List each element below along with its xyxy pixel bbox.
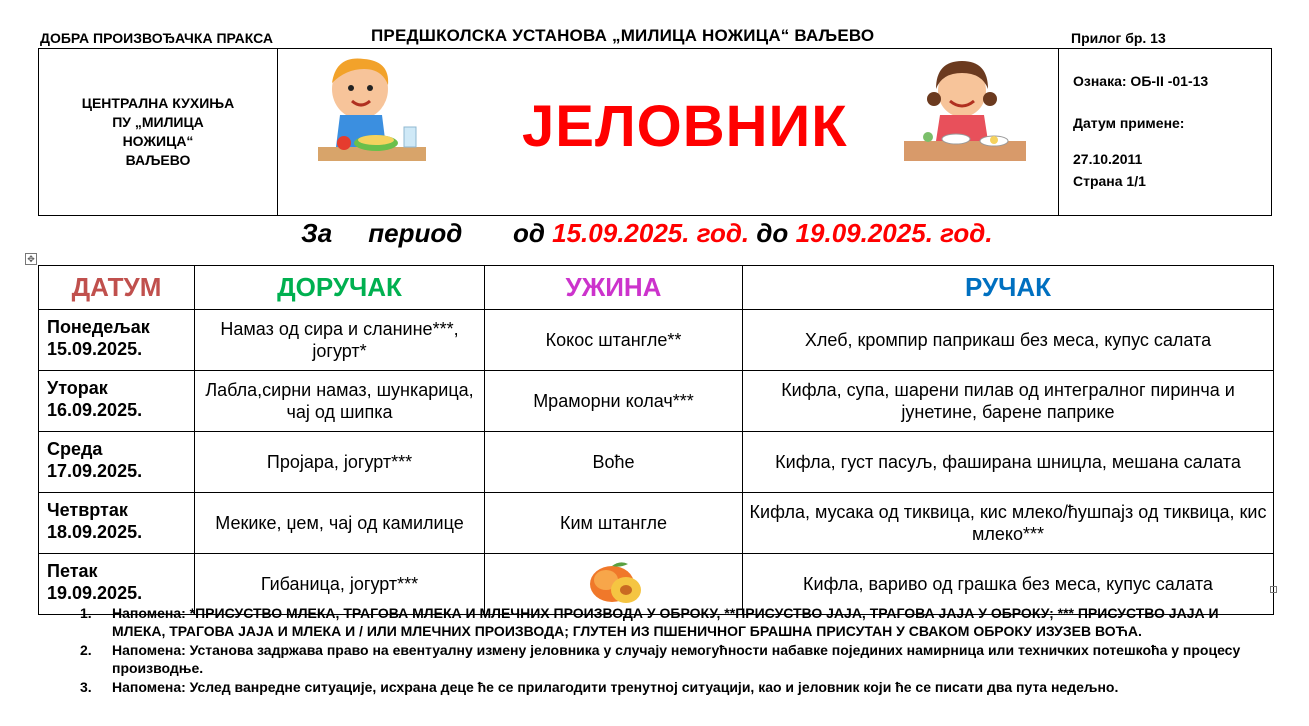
day-name: Петак bbox=[47, 561, 98, 581]
page-number: Страна 1/1 bbox=[1073, 173, 1146, 189]
lunch-cell: Кифла, густ пасуљ, фаширана шницла, мешана салата bbox=[743, 432, 1274, 493]
snack-cell: Воће bbox=[485, 432, 743, 493]
day-name: Уторак bbox=[47, 378, 108, 398]
snack-cell: Мраморни колач*** bbox=[485, 371, 743, 432]
day-date: 18.09.2025. bbox=[47, 522, 143, 542]
note-item bbox=[80, 641, 1260, 677]
note-number: 1. bbox=[80, 605, 92, 621]
lunch-cell: Кифла, мусака од тиквица, кис млеко/ћушпајз од тиквица, кис млеко*** bbox=[743, 493, 1274, 554]
doc-code: Ознака: ОБ-II -01-13 bbox=[1073, 73, 1209, 89]
day-name: Понедељак bbox=[47, 317, 150, 337]
breakfast-cell: Гибаница, јогурт*** bbox=[195, 554, 485, 615]
note-number: 2. bbox=[80, 642, 92, 658]
gmp-label: ДОБРА ПРОИЗВОЂАЧКА ПРАКСА bbox=[40, 30, 273, 46]
table-row bbox=[39, 493, 1274, 554]
day-date: 19.09.2025. bbox=[47, 583, 143, 603]
table-row bbox=[39, 371, 1274, 432]
note-number: 3. bbox=[80, 679, 92, 695]
table-move-handle[interactable]: ✥ bbox=[25, 253, 37, 265]
table-header-row bbox=[39, 266, 1274, 310]
day-cell bbox=[39, 310, 195, 371]
header-snack: УЖИНА bbox=[485, 266, 743, 310]
day-date: 16.09.2025. bbox=[47, 400, 143, 420]
period-to-date: 19.09.2025. год. bbox=[795, 218, 993, 248]
annex-label: Прилог бр. 13 bbox=[1071, 30, 1166, 46]
period-word: период bbox=[368, 218, 463, 248]
title-block bbox=[277, 49, 1058, 215]
day-name: Среда bbox=[47, 439, 103, 459]
snack-cell: Ким штангле bbox=[485, 493, 743, 554]
period-to: до bbox=[756, 218, 789, 248]
header-date: ДАТУМ bbox=[39, 266, 195, 310]
lunch-cell: Кифла, вариво од грашка без меса, купус салата bbox=[743, 554, 1274, 615]
header-lunch: РУЧАК bbox=[743, 266, 1274, 310]
table-resize-handle[interactable] bbox=[1270, 586, 1277, 593]
period-from: од bbox=[512, 218, 545, 248]
day-date: 15.09.2025. bbox=[47, 339, 143, 359]
kitchen-line: ЦЕНТРАЛНА КУХИЊА bbox=[81, 95, 235, 111]
header-breakfast: ДОРУЧАК bbox=[195, 266, 485, 310]
apply-date: 27.10.2011 bbox=[1073, 151, 1143, 167]
note-text: Напомена: Установа задржава право на евентуалну измену јеловника у случају немогућности набавке појединих намирница или техничких потешкоћа у процесу производње. bbox=[112, 642, 1241, 676]
breakfast-cell: Лабла,сирни намаз, шункарица, чај од шипка bbox=[195, 371, 485, 432]
period-from-date: 15.09.2025. год. bbox=[552, 218, 750, 248]
day-date: 17.09.2025. bbox=[47, 461, 143, 481]
kitchen-line: НОЖИЦА“ bbox=[122, 133, 194, 149]
breakfast-cell: Пројара, јогурт*** bbox=[195, 432, 485, 493]
doc-meta bbox=[1058, 49, 1273, 215]
note-text: Напомена: Услед ванредне ситуације, исхрана деце ће се прилагодити тренутној ситуацији, као и јеловник који ће се писати два пута недељно. bbox=[112, 679, 1119, 695]
day-cell bbox=[39, 371, 195, 432]
boy-eating-icon bbox=[312, 55, 430, 167]
table-row bbox=[39, 310, 1274, 371]
notes-list bbox=[80, 604, 1260, 697]
day-name: Четвртак bbox=[47, 500, 128, 520]
day-cell bbox=[39, 493, 195, 554]
apply-date-label: Датум примене: bbox=[1073, 115, 1185, 131]
period-line bbox=[301, 218, 993, 249]
girl-eating-icon bbox=[902, 55, 1028, 165]
breakfast-cell: Намаз од сира и сланине***, јогурт* bbox=[195, 310, 485, 371]
period-for: За bbox=[301, 218, 333, 248]
table-row bbox=[39, 432, 1274, 493]
lunch-cell: Кифла, супа, шарени пилав од интегралног пиринча и јунетине, барене паприке bbox=[743, 371, 1274, 432]
kitchen-line: ВАЉЕВО bbox=[125, 152, 191, 168]
menu-title: ЈЕЛОВНИК bbox=[522, 94, 848, 159]
top-line bbox=[0, 26, 1309, 48]
kitchen-line: ПУ „МИЛИЦА bbox=[112, 114, 204, 130]
breakfast-cell: Мекике, џем, чај од камилице bbox=[195, 493, 485, 554]
snack-cell: Кокос штангле** bbox=[485, 310, 743, 371]
note-item bbox=[80, 678, 1260, 696]
menu-table bbox=[38, 265, 1274, 615]
institution-title: ПРЕДШКОЛСКА УСТАНОВА „МИЛИЦА НОЖИЦА“ ВАЉЕВО bbox=[371, 26, 875, 45]
document-header bbox=[38, 48, 1272, 216]
note-item bbox=[80, 604, 1260, 640]
peach-icon bbox=[582, 558, 646, 606]
kitchen-block bbox=[39, 49, 278, 215]
day-cell bbox=[39, 432, 195, 493]
lunch-cell: Хлеб, кромпир паприкаш без меса, купус салата bbox=[743, 310, 1274, 371]
note-text: Напомена: *ПРИСУСТВО МЛЕКА, ТРАГОВА МЛЕКА И МЛЕЧНИХ ПРОИЗВОДА У ОБРОКУ, **ПРИСУСТВО ЈАЈА, ТРАГОВА ЈАЈА У ОБРОКУ; *** ПРИСУСТВО ЈАЈА И МЛЕКА, ТРАГОВА ЈАЈА И МЛЕКА И / ИЛИ МЛЕЧНИХ ПРОИЗВОДА; ГЛУТЕН ИЗ ПШЕНИЧНОГ БРАШНА ПРИСУТАН У СВАКОМ ОБРОКУ ИЗУЗЕВ ВОЋА. bbox=[112, 605, 1219, 639]
